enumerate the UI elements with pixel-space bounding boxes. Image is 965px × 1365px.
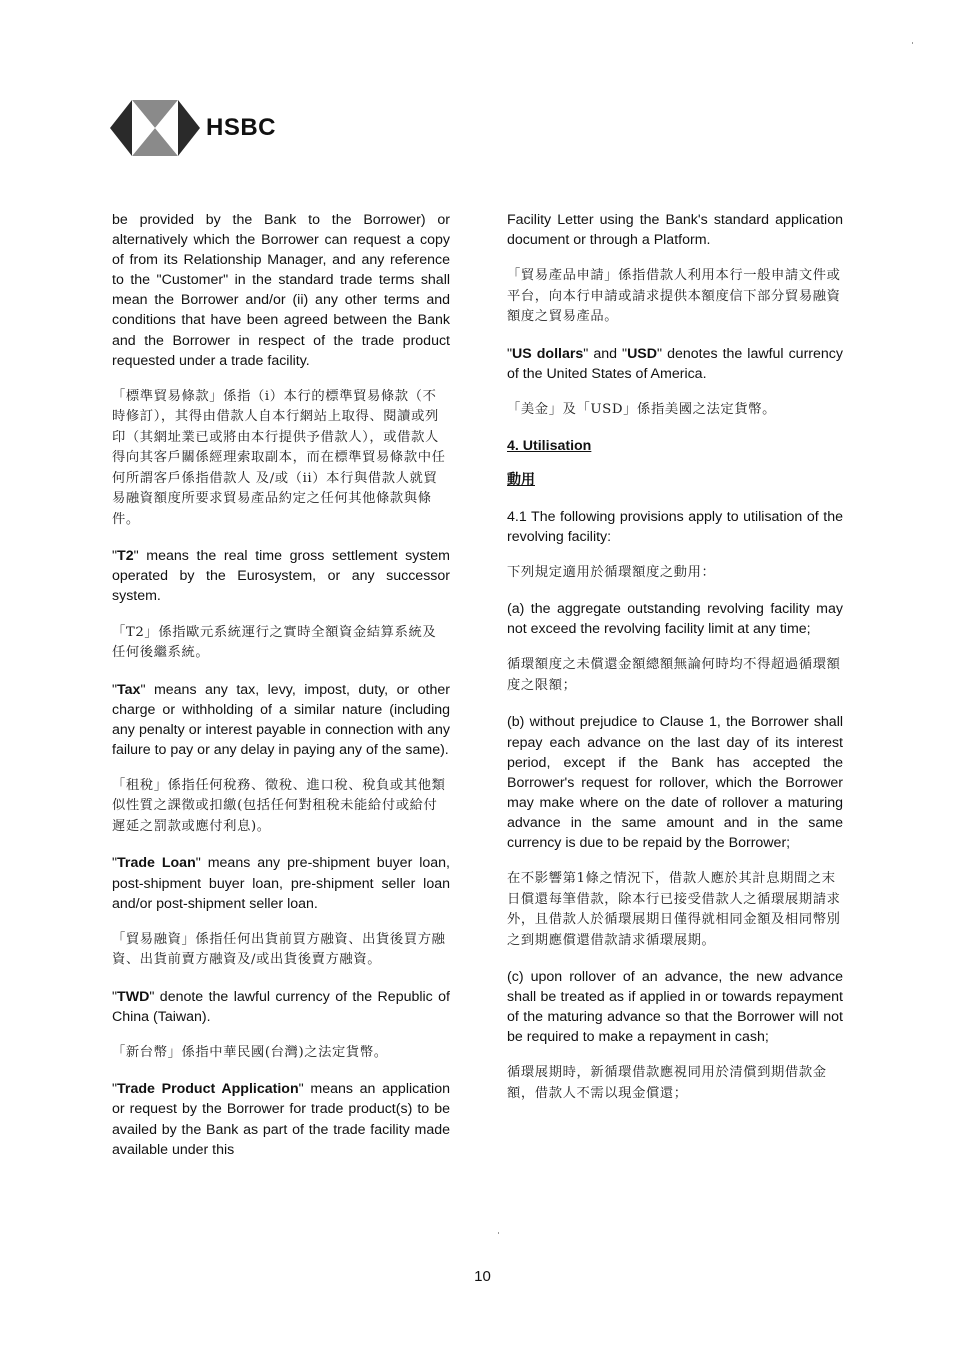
usd-definition-zh: 「美金」及「USD」係指美國之法定貨幣。 xyxy=(507,401,777,417)
page-number: 10 xyxy=(474,1268,491,1285)
clause-4-1-a-zh: 循環額度之未償還金額總額無論何時均不得超過循環額度之限額； xyxy=(507,657,841,693)
clause-4-1-c-zh: 循環展期時，新循環借款應視同用於清償到期借款金額，借款人不需以現金償還； xyxy=(507,1065,827,1101)
trade-loan-definition-zh: 「貿易融資」係指任何出貨前買方融資、出貨後買方融資、出貨前賣方融資及/或出貨後賣方融資。 xyxy=(112,931,446,968)
trade-loan-definition-text: means any pre-shipment buyer loan, post-shipment buyer loan, pre-shipment seller loan and/or post-shipment seller loan. xyxy=(112,855,450,912)
tax-definition: "Tax" means any tax, levy, impost, duty, or other charge or withholding of a similar nature (including any penalty or interest payable in connection with any failure to pay or any delay in paying any of the same). xyxy=(112,681,450,758)
hsbc-logo xyxy=(110,100,276,156)
usd-term: USD xyxy=(627,345,658,362)
tax-definition-text: means any tax, levy, impost, duty, or other charge or withholding of a similar nature (including any penalty or interest payable in connection with any failure to pay or any delay in paying any of the same). xyxy=(112,681,450,758)
trade-loan-definition: "Trade Loan" means any pre-shipment buyer loan, post-shipment buyer loan, pre-shipment seller loan and/or post-shipment seller loan. xyxy=(112,855,450,912)
clause-4-1-zh: 下列規定適用於循環額度之動用： xyxy=(507,564,716,580)
left-column xyxy=(112,210,450,1176)
standard-trade-terms-definition-zh: 「標準貿易條款」係指（i）本行的標準貿易條款（不時修訂），其得由借款人自本行網站上取得、閱讀或列印（其網址業已或將由本行提供予借款人），或借款人得向其客戶關係經理索取副本，而在標準貿易條款中任何所謂客戶係指借款人 及/或（ii）本行與借款人就貿易融資額度所要求貿易產品約定之任何其他條款與條件。 xyxy=(112,388,446,527)
twd-definition: "TWD" denote the lawful currency of the Republic of China (Taiwan). xyxy=(112,988,450,1025)
trade-product-application-definition-zh: 「貿易產品申請」係指借款人利用本行一般申請文件或平台，向本行申請或請求提供本額度信下部分貿易融資額度之貿易產品。 xyxy=(507,268,841,325)
scan-mark xyxy=(912,42,913,44)
t2-definition-text: means the real time gross settlement system operated by the Eurosystem, or any successor system. xyxy=(112,548,450,605)
clause-4-1-a: (a) the aggregate outstanding revolving facility may not exceed the revolving facility limit at any time; xyxy=(507,601,843,638)
right-column xyxy=(507,210,843,1120)
twd-definition-zh: 「新台幣」係指中華民國(台灣)之法定貨幣。 xyxy=(112,1044,388,1060)
t2-definition: "T2" means the real time gross settlement system operated by the Eurosystem, or any successor system. xyxy=(112,548,450,605)
clause-4-1-c: (c) upon rollover of an advance, the new advance shall be treated as if applied in or towards repayment of the maturing advance so that the Borrower will not be required to make a repayment in cash; xyxy=(507,969,843,1046)
trade-loan-term: Trade Loan xyxy=(117,855,196,872)
us-dollars-term: US dollars xyxy=(512,345,584,362)
standard-trade-terms-definition-cont: be provided by the Bank to the Borrower) or alternatively which the Borrower can request a copy of from its Relationship Manager, and any reference to the "Customer" in the standard trade terms shall mean the Borrower and/or (ii) any other terms and conditions that have been agreed between the Bank and the Borrower in respect of the trade product requested under a trade facility. xyxy=(112,212,450,369)
trade-product-application-term: Trade Product Application xyxy=(117,1081,299,1098)
trade-product-application-definition: "Trade Product Application" means an application or request by the Borrower for trade product(s) to be availed by the Bank as part of the trade facility made available under this xyxy=(112,1081,450,1158)
logo-text: HSBC xyxy=(206,114,277,141)
tax-term: Tax xyxy=(117,681,141,698)
t2-term: T2 xyxy=(117,548,134,565)
hsbc-hexagon-icon xyxy=(110,100,200,156)
trade-product-application-definition-cont: Facility Letter using the Bank's standard application document or through a Platform. xyxy=(507,212,843,249)
t2-definition-zh: 「T2」係指歐元系統運行之實時全額資金結算系統及任何後繼系統。 xyxy=(112,624,437,661)
clause-4-1: 4.1 The following provisions apply to utilisation of the revolving facility: xyxy=(507,508,843,545)
usd-and-text: and xyxy=(588,345,623,362)
section-heading-utilisation-zh: 動用 xyxy=(507,472,535,489)
twd-definition-text: denote the lawful currency of the Republic of China (Taiwan). xyxy=(112,988,450,1025)
usd-definition: "US dollars" and "USD" denotes the lawful currency of the United States of America. xyxy=(507,345,843,382)
section-heading-utilisation: 4. Utilisation xyxy=(507,438,592,455)
trade-product-application-definition-text: means an application or request by the Borrower for trade product(s) to be availed by the Bank as part of the trade facility made available under this xyxy=(112,1081,450,1158)
scan-mark xyxy=(498,1232,499,1234)
clause-4-1-b-zh: 在不影響第1條之情況下，借款人應於其計息期間之末日償還每筆借款，除本行已接受借款人之循環展期請求外，且借款人於循環展期日僅得就相同金額及相同幣別之到期應償還借款請求循環展期。 xyxy=(507,871,841,948)
twd-term: TWD xyxy=(117,988,150,1005)
tax-definition-zh: 「租稅」係指任何稅務、徵稅、進口稅、稅負或其他類似性質之課徵或扣繳(包括任何對租稅未能給付或給付遲延之罰款或應付利息)。 xyxy=(112,777,446,834)
clause-4-1-b: (b) without prejudice to Clause 1, the Borrower shall repay each advance on the last day of its interest period, except if the Bank has accepted the Borrower's request for rollover, which the Borrower may make where on the date of rollover a maturing advance in the same amount and in the same currency is due to be repaid by the Borrower; xyxy=(507,714,843,851)
usd-definition-text: denotes the lawful currency of the United States of America. xyxy=(507,345,843,382)
